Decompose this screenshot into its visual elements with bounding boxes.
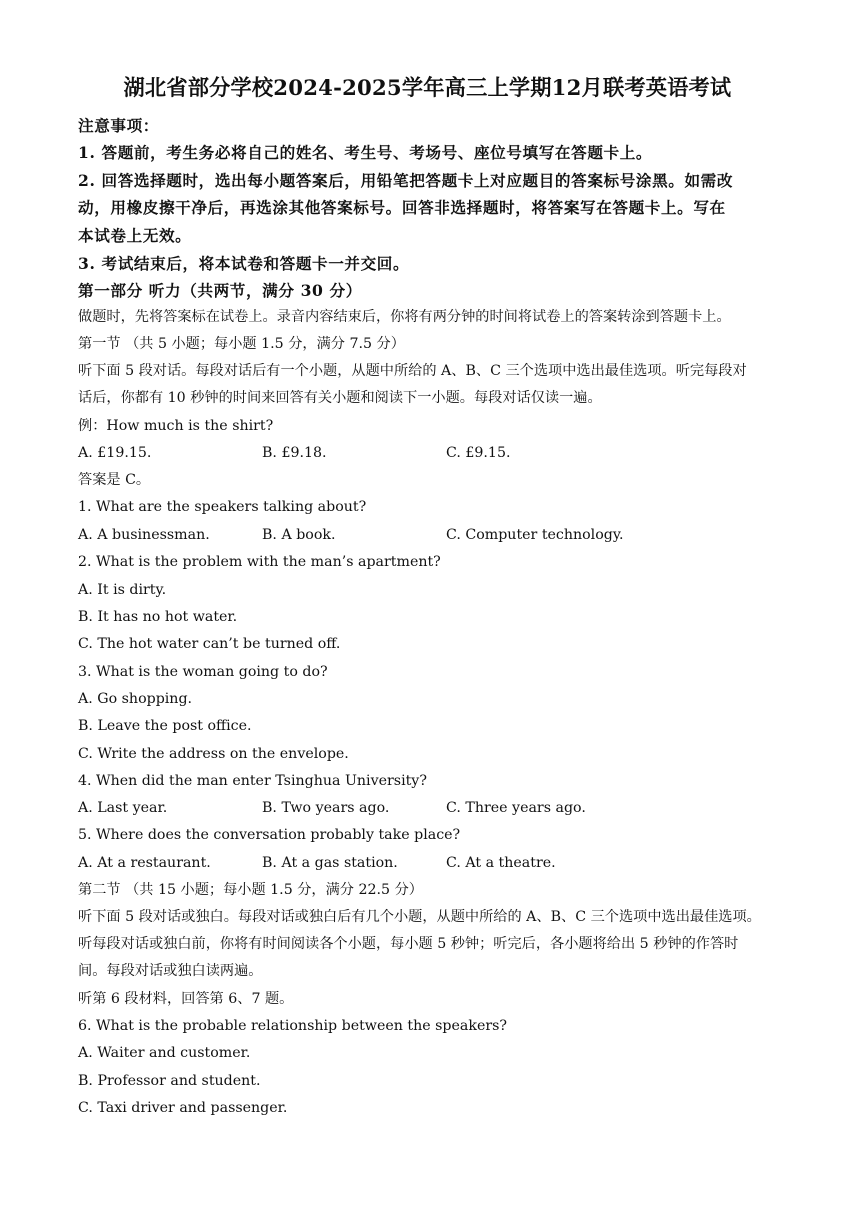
note-3: 3. 考试结束后，将本试卷和答题卡一并交回。 — [78, 254, 410, 273]
q3-option-a: A. Go shopping. — [78, 691, 193, 707]
question-2: 2. What is the problem with the man’s apartment? — [78, 554, 441, 570]
example-option-c: C. £9.15. — [446, 445, 511, 461]
part1-heading: 第一部分 听力（共两节，满分 30 分） — [78, 281, 362, 300]
q1-option-a: A. A businessman. — [78, 527, 210, 543]
question-3: 3. What is the woman going to do? — [78, 664, 328, 680]
material-6-heading: 听第 6 段材料，回答第 6、7 题。 — [78, 991, 294, 1007]
example-option-b: B. £9.18. — [262, 445, 327, 461]
q4-option-b: B. Two years ago. — [262, 800, 390, 816]
q3-option-b: B. Leave the post office. — [78, 718, 252, 734]
section1-instruction-line-2: 话后，你都有 10 秒钟的时间来回答有关小题和阅读下一小题。每段对话仅读一遍。 — [78, 390, 602, 406]
q4-option-c: C. Three years ago. — [446, 800, 586, 816]
q2-option-c: C. The hot water can’t be turned off. — [78, 636, 341, 652]
note-2-line-3: 本试卷上无效。 — [78, 226, 192, 245]
example-option-a: A. £19.15. — [78, 445, 152, 461]
section2-instruction-line-3: 间。每段对话或独白读两遍。 — [78, 963, 263, 979]
section2-instruction-line-1: 听下面 5 段对话或独白。每段对话或独白后有几个小题，从题中所给的 A、B、C 三个选项中选出最佳选项。 — [78, 909, 761, 925]
q2-option-a: A. It is dirty. — [78, 582, 167, 598]
note-2-line-1: 2. 回答选择题时，选出每小题答案后，用铅笔把答题卡上对应题目的答案标号涂黑。如需改 — [78, 171, 734, 190]
section1-instruction-line-1: 听下面 5 段对话。每段对话后有一个小题，从题中所给的 A、B、C 三个选项中选出最佳选项。听完每段对 — [78, 363, 747, 379]
q5-option-a: A. At a restaurant. — [78, 855, 211, 871]
q6-option-b: B. Professor and student. — [78, 1073, 261, 1089]
section1-heading: 第一节 （共 5 小题；每小题 1.5 分，满分 7.5 分） — [78, 336, 405, 352]
exam-title: 湖北省部分学校2024-2025学年高三上学期12月联考英语考试 — [123, 76, 732, 101]
question-1: 1. What are the speakers talking about? — [78, 499, 367, 515]
note-2-line-2: 动，用橡皮擦干净后，再选涂其他答案标号。回答非选择题时，将答案写在答题卡上。写在 — [78, 198, 726, 217]
example-question: 例：How much is the shirt? — [78, 418, 274, 434]
question-5: 5. Where does the conversation probably take place? — [78, 827, 461, 843]
question-4: 4. When did the man enter Tsinghua University? — [78, 773, 427, 789]
q6-option-a: A. Waiter and customer. — [78, 1045, 251, 1061]
q6-option-c: C. Taxi driver and passenger. — [78, 1100, 288, 1116]
section2-heading: 第二节 （共 15 小题；每小题 1.5 分，满分 22.5 分） — [78, 882, 423, 898]
section2-instruction-line-2: 听每段对话或独白前，你将有时间阅读各个小题，每小题 5 秒钟；听完后，各小题将给出 5 秒钟的作答时 — [78, 936, 739, 952]
note-1: 1. 答题前，考生务必将自己的姓名、考生号、考场号、座位号填写在答题卡上。 — [78, 143, 653, 162]
example-answer: 答案是 C。 — [78, 472, 151, 488]
part1-instruction: 做题时，先将答案标在试卷上。录音内容结束后，你将有两分钟的时间将试卷上的答案转涂到答题卡上。 — [78, 309, 731, 325]
q5-option-c: C. At a theatre. — [446, 855, 556, 871]
q1-option-c: C. Computer technology. — [446, 527, 624, 543]
q5-option-b: B. At a gas station. — [262, 855, 398, 871]
q1-option-b: B. A book. — [262, 527, 336, 543]
q2-option-b: B. It has no hot water. — [78, 609, 238, 625]
notes-heading: 注意事项： — [78, 116, 159, 135]
q3-option-c: C. Write the address on the envelope. — [78, 746, 349, 762]
q4-option-a: A. Last year. — [78, 800, 168, 816]
question-6: 6. What is the probable relationship between the speakers? — [78, 1018, 508, 1034]
